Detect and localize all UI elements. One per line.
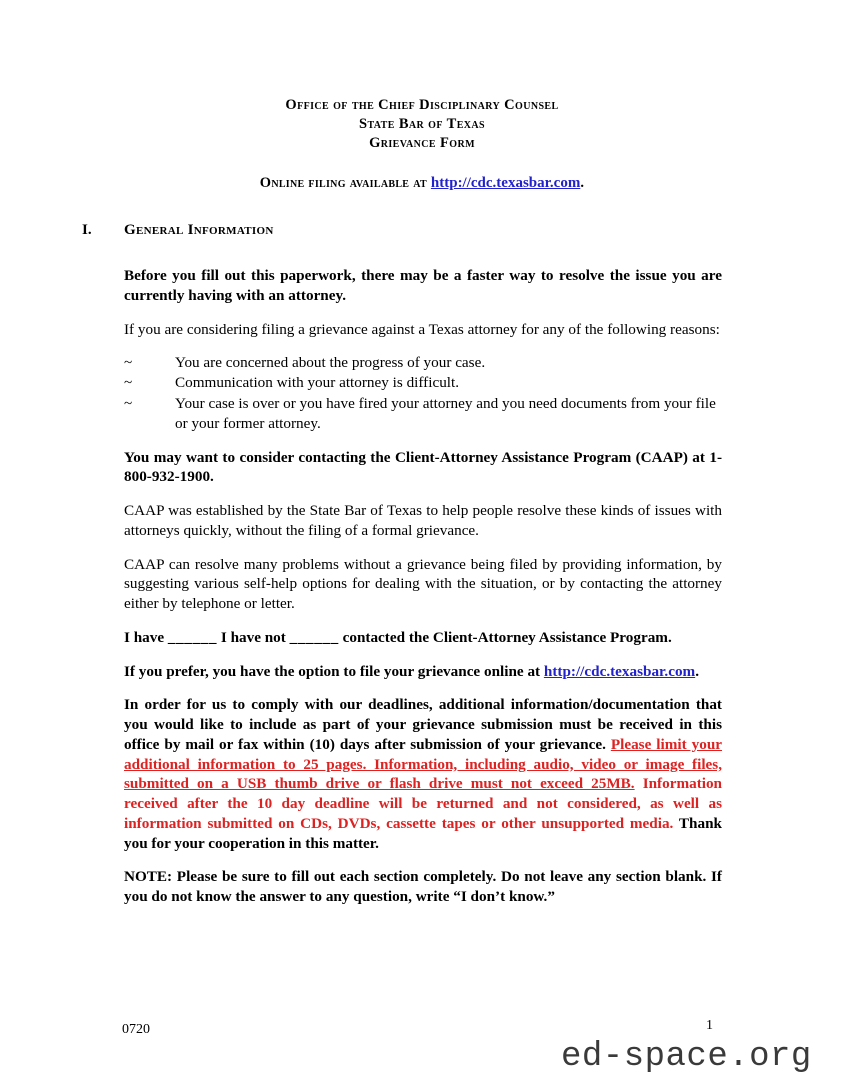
list-item (124, 373, 722, 393)
section-title: General Information (124, 222, 274, 239)
header-line-statebar: State Bar of Texas (359, 116, 485, 133)
have-contacted-blank[interactable]: ______ (167, 628, 218, 646)
tilde-bullet-icon: ~ (124, 374, 133, 392)
deadline-black-text: In order for us to comply with our deadlines, additional information/documentation that you would like to include as part of your grievance submission must be received in this office by mail or fax within (10) days after submission of your grievance. (124, 696, 722, 753)
caap-established-paragraph: CAAP was established by the State Bar of Texas to help people resolve these kinds of issues with attorneys quickly, without the filing of a formal grievance. (124, 502, 722, 539)
list-item-text: Communication with your attorney is difficult. (175, 374, 460, 392)
page-number: 1 (706, 1018, 713, 1033)
tilde-bullet-icon: ~ (124, 395, 133, 413)
body-column (124, 266, 722, 907)
document-header (0, 96, 844, 153)
online-filing-prefix: Online filing available at (259, 175, 431, 192)
caap-resolve-paragraph: CAAP can resolve many problems without a grievance being filed by providing information, by suggesting various self-help options for dealing with the situation, or by contacting the attorney either by telephone or letter. (124, 555, 722, 613)
online-filing-period: . (580, 175, 585, 192)
form-code: 0720 (122, 1022, 150, 1037)
contacted-prefix: I have (124, 628, 168, 646)
header-line-grievance-form: Grievance Form (369, 135, 475, 152)
online-option-paragraph (124, 662, 722, 682)
section-heading (0, 222, 844, 242)
online-option-period: . (695, 662, 699, 680)
caap-contact-paragraph: You may want to consider contacting the Client-Attorney Assistance Program (CAAP) at 1-800-932-1900. (124, 448, 722, 486)
online-filing-availability (0, 175, 844, 192)
list-item-text: You are concerned about the progress of your case. (175, 353, 486, 371)
online-grievance-link[interactable]: http://cdc.texasbar.com (543, 662, 696, 680)
list-item (124, 394, 722, 434)
online-filing-link[interactable]: http://cdc.texasbar.com (430, 175, 581, 192)
tilde-bullet-icon: ~ (124, 353, 133, 371)
intro-paragraph: Before you fill out this paperwork, there may be a faster way to resolve the issue you are currently having with an attorney. (124, 267, 722, 305)
note-paragraph: NOTE: Please be sure to fill out each section completely. Do not leave any section blank. If you do not know the answer to any question, write “I don’t know.” (124, 868, 722, 906)
online-option-text: If you prefer, you have the option to file your grievance online at (124, 662, 544, 680)
contacted-middle: I have not (217, 628, 290, 646)
deadline-red-warning: Information received after the 10 day deadline will be returned and not considered, as well as information submitted on CDs, DVDs, cassette tapes or other unsupported media. (124, 775, 723, 832)
considering-paragraph: If you are considering filing a grievance against a Texas attorney for any of the following reasons: (124, 320, 720, 338)
deadline-notice-paragraph (124, 695, 722, 853)
have-not-contacted-blank[interactable]: ______ (289, 628, 339, 646)
watermark: ed-space.org (561, 1038, 812, 1076)
contacted-caap-line (124, 628, 722, 648)
list-item (124, 353, 722, 373)
deadline-thank-you: Thank you for your cooperation in this matter. (124, 814, 722, 852)
deadline-red-underlined-warning: Please limit your additional information to 25 pages. Information, including audio, video or image files, submitted on a USB thumb drive or flash drive must not exceed 25MB. (124, 735, 723, 793)
contacted-suffix: contacted the Client-Attorney Assistance Program. (338, 628, 672, 646)
section-number: I. (82, 222, 92, 239)
reasons-list (124, 353, 722, 434)
list-item-text: Your case is over or you have fired your attorney and you need documents from your file or your former attorney. (175, 395, 716, 432)
header-line-office: Office of the Chief Disciplinary Counsel (285, 97, 559, 113)
